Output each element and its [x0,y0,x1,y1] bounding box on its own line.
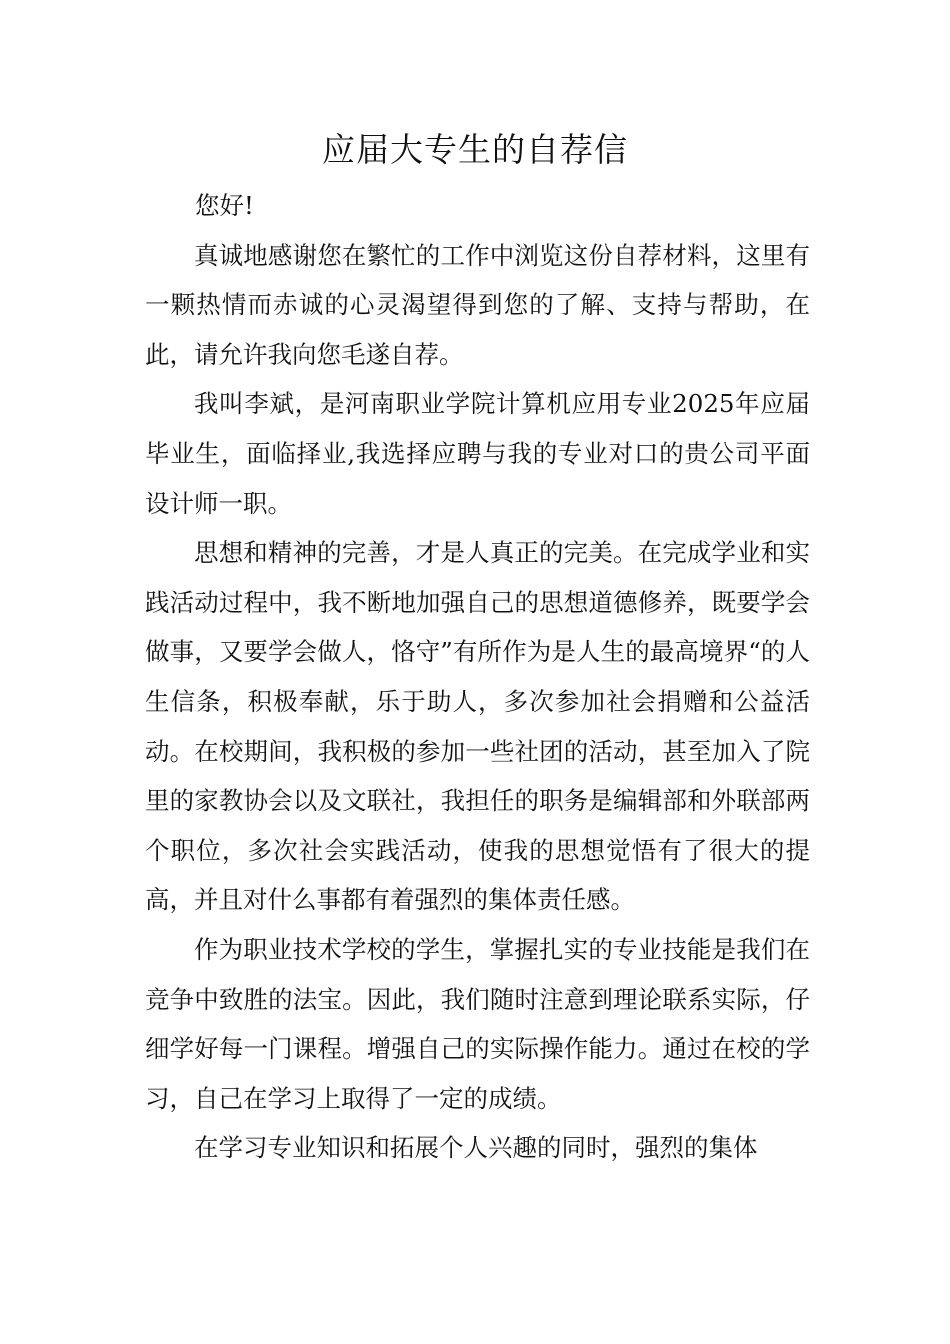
paragraph-5: 在学习专业知识和拓展个人兴趣的同时，强烈的集体 [194,1133,758,1163]
greeting: 您好! [195,191,254,220]
letter-body [145,181,810,1173]
paragraph-3: 思想和精神的完善，才是人真正的完美。在完成学业和实践活动过程中，我不断地加强自己的思想道德修养，既要学会做事，又要学会做人，恪守”有所作为是人生的最高境界“的人生信条，积极奉献，乐于助人，多次参加社会捐赠和公益活动。在校期间，我积极的参加一些社团的活动，甚至加入了院里的家教协会以及文联社，我担任的职务是编辑部和外联部两个职位，多次社会实践活动，使我的思想觉悟有了很大的提高，并且对什么事都有着强烈的集体责任感。 [145,538,810,915]
document-title: 应届大专生的自荐信 [322,130,628,169]
paragraph-1: 真诚地感谢您在繁忙的工作中浏览这份自荐材料，这里有一颗热情而赤诚的心灵渴望得到您的了解、支持与帮助，在此，请允许我向您毛遂自荐。 [145,240,810,369]
paragraph-4: 作为职业技术学校的学生，掌握扎实的专业技能是我们在竞争中致胜的法宝。因此，我们随时注意到理论联系实际，仔细学好每一门课程。增强自己的实际操作能力。通过在校的学习，自己在学习上取得了一定的成绩。 [145,934,810,1113]
paragraph-2: 我叫李斌，是河南职业学院计算机应用专业2025年应届毕业生，面临择业,我选择应聘与我的专业对口的贵公司平面设计师一职。 [145,389,810,518]
